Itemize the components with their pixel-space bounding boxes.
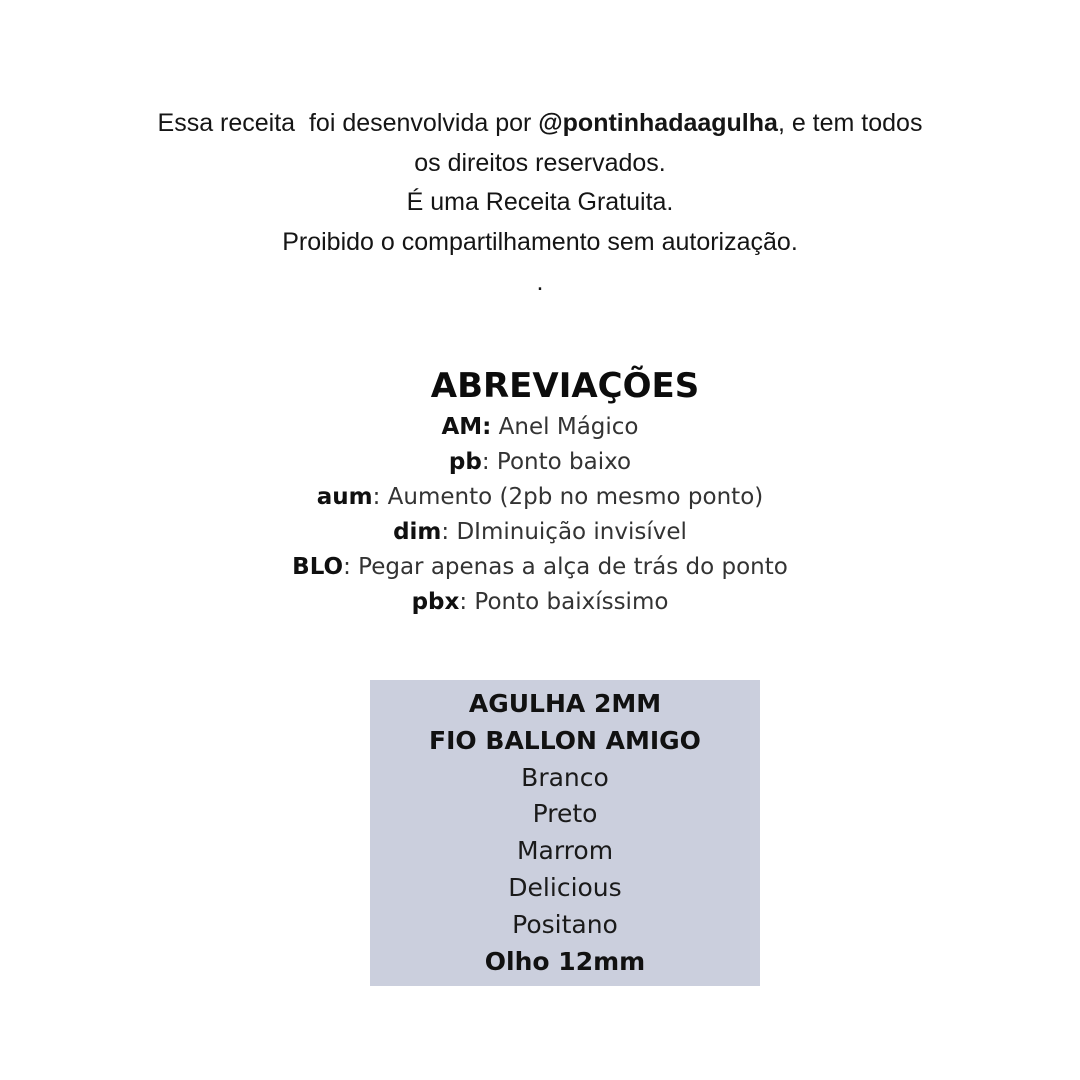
material-item: Positano [512,909,618,939]
notice-line-1 [0,104,1080,144]
notice-line-5: . [536,268,544,296]
abbreviation-item [0,550,1080,585]
abbreviation-key: pbx [411,589,460,615]
abbreviation-desc: : DIminuição invisível [441,519,687,545]
notice-suffix: , e tem todos [777,109,923,137]
abbreviation-key: aum [316,484,373,510]
abbreviation-item [0,480,1080,515]
notice-line-3: É uma Receita Gratuita. [406,188,674,216]
abbreviation-desc: : Ponto baixo [481,449,632,475]
material-item: Branco [521,762,609,792]
abbreviations-section [0,362,1080,620]
abbreviation-key: AM: [441,414,492,440]
notice-line-2: os direitos reservados. [414,148,666,177]
material-item: AGULHA 2MM [468,689,662,718]
material-item: Olho 12mm [484,946,646,976]
material-item: FIO BALLON AMIGO [429,725,701,755]
abbreviation-desc: : Pegar apenas a alça de trás do ponto [343,554,788,580]
abbreviation-desc: : Ponto baixíssimo [459,589,669,615]
abbreviation-desc: : Aumento (2pb no mesmo ponto) [372,484,764,510]
material-item: Preto [532,799,598,829]
abbreviation-key: pb [448,449,482,475]
copyright-notice [0,104,1080,302]
abbreviation-item [0,410,1080,445]
materials-box [370,680,760,986]
material-item: Delicious [508,872,622,902]
notice-prefix: Essa receita foi desenvolvida por [157,109,539,137]
abbreviation-item [0,445,1080,480]
abbreviation-key: BLO [292,554,344,580]
material-item: Marrom [516,836,614,866]
abbreviation-item [0,585,1080,620]
abbreviation-item [0,515,1080,550]
abbreviation-desc: Anel Mágico [491,414,639,440]
abbreviation-key: dim [393,519,442,545]
abbreviations-list [0,410,1080,620]
notice-line-4: Proibido o compartilhamento sem autorização. [282,227,798,256]
abbreviations-title: ABREVIAÇÕES [430,366,700,406]
author-handle: @pontinhadaagulha [538,109,778,137]
